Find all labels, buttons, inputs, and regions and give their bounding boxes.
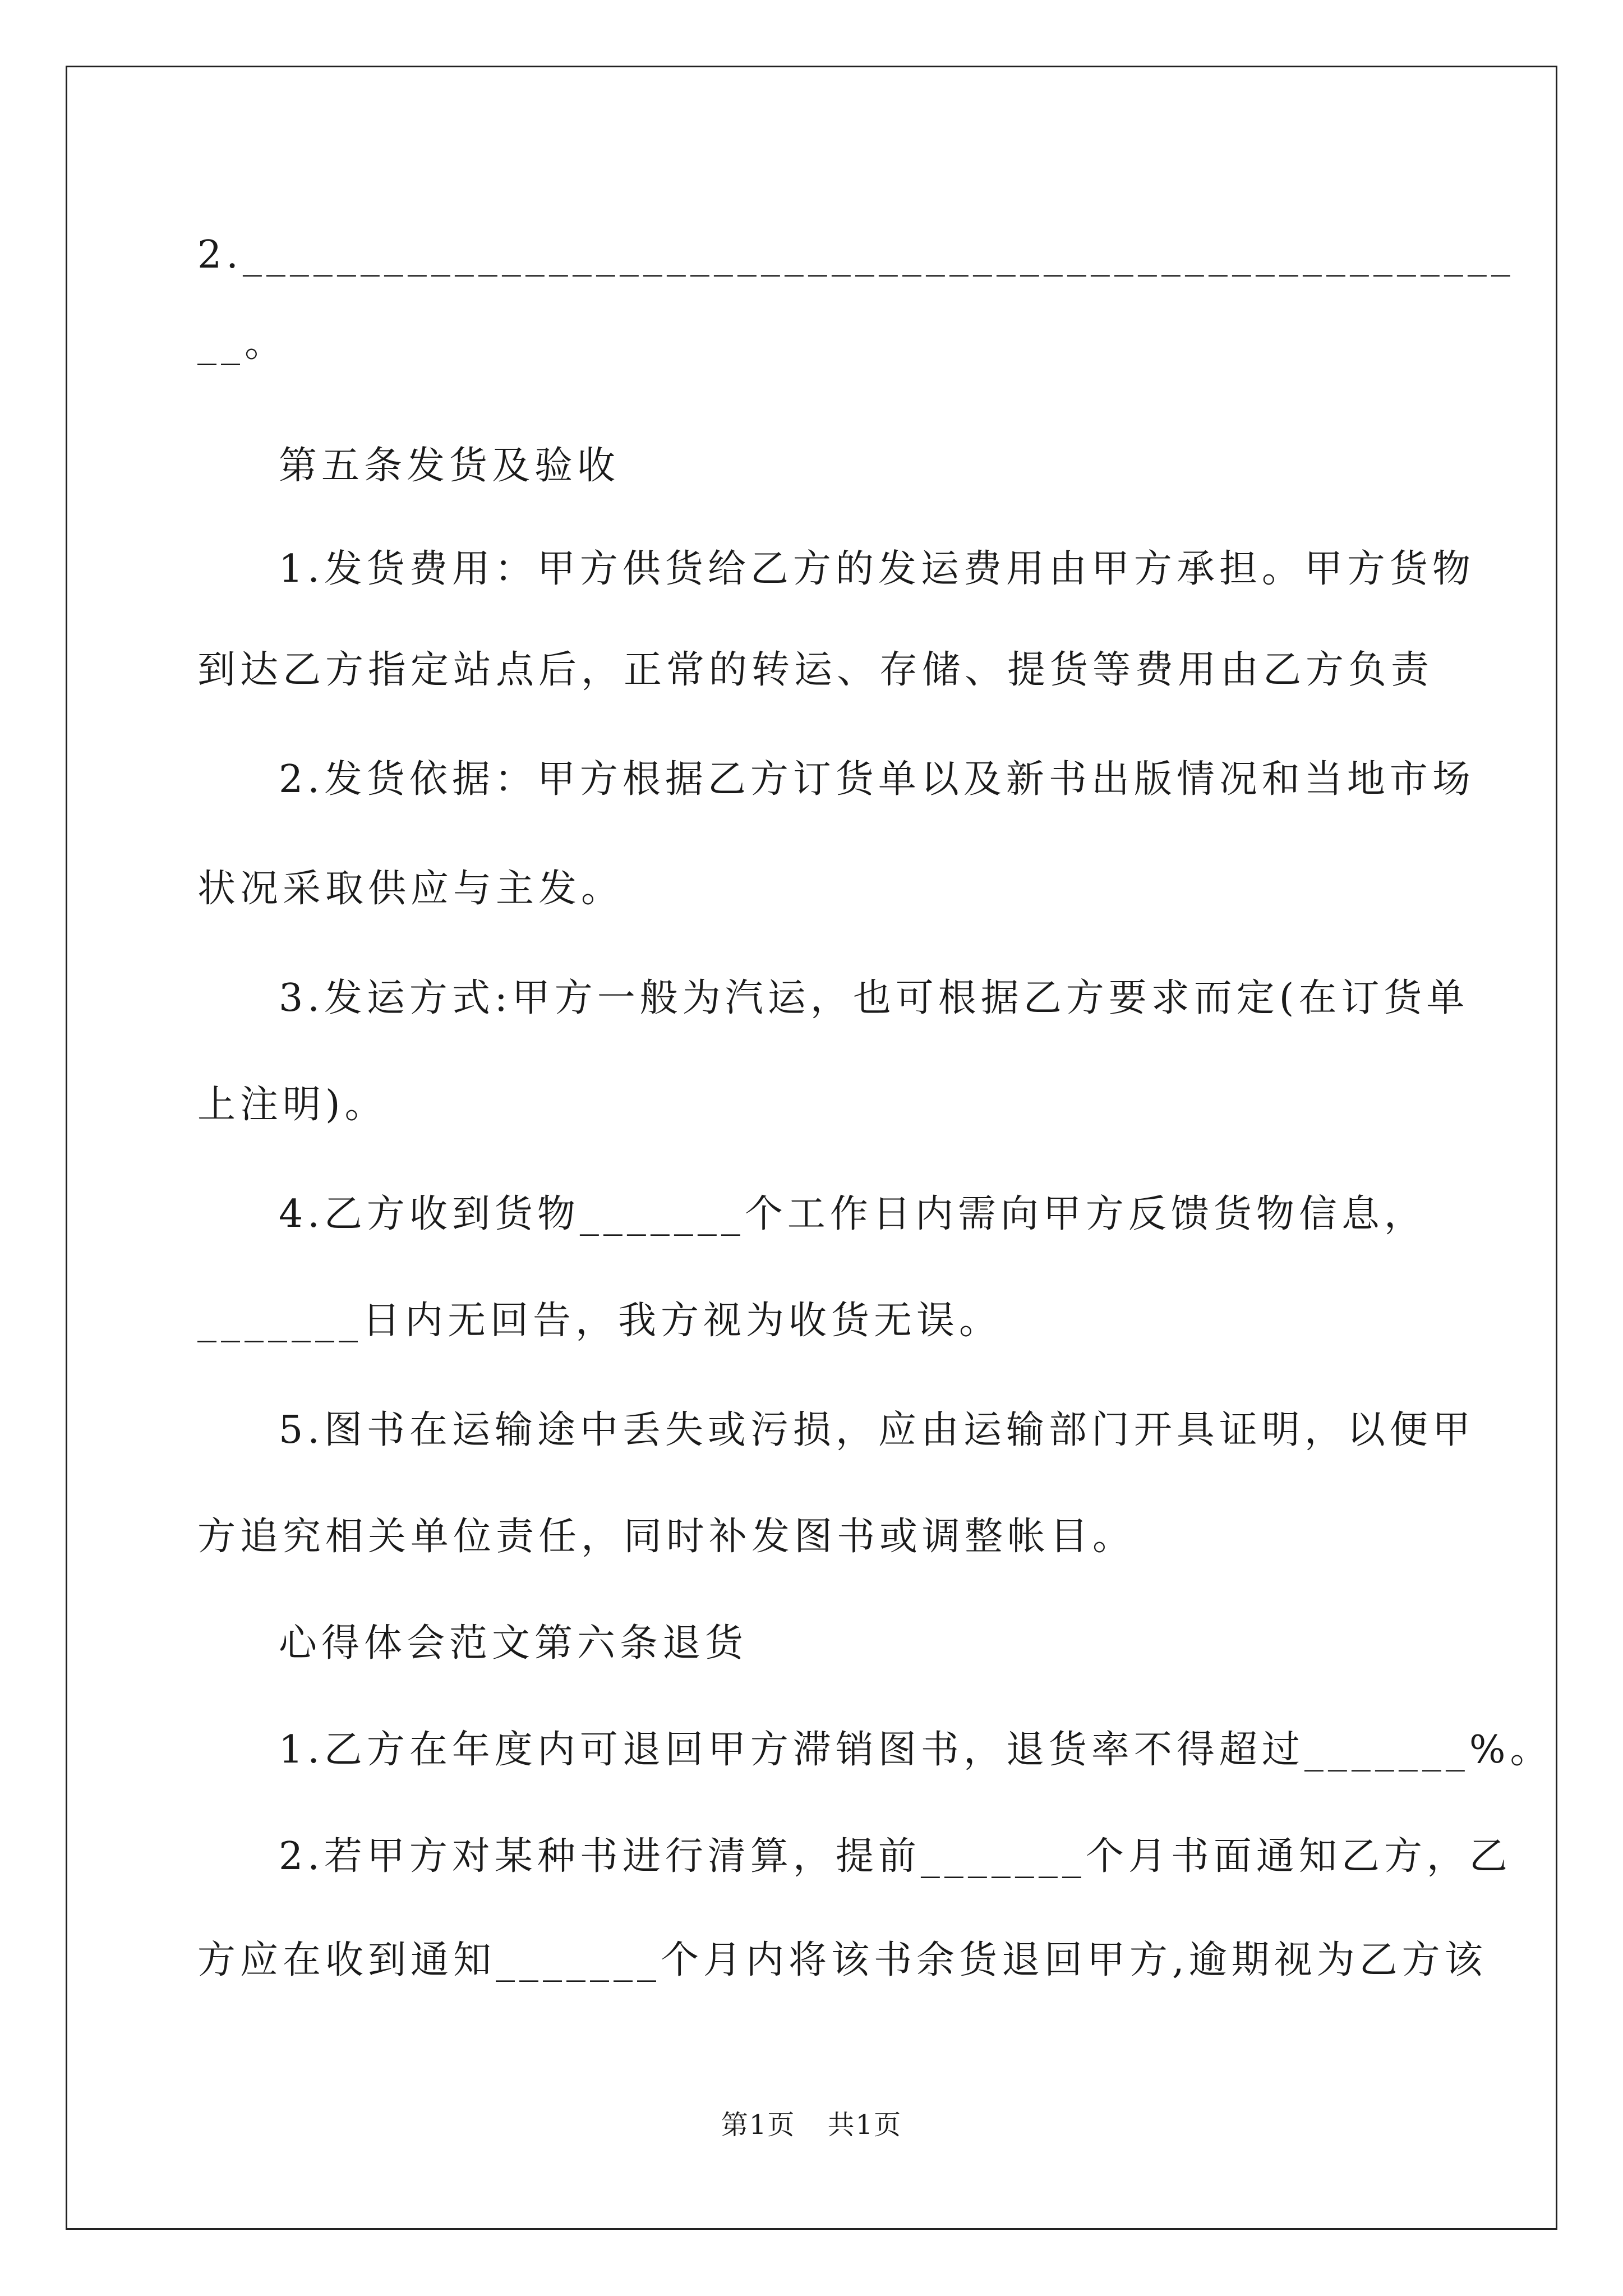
page-number: 第1页 xyxy=(721,2109,796,2141)
page-border xyxy=(66,66,1557,2230)
text-line: 4.乙方收到货物_______个工作日内需向甲方反馈货物信息， xyxy=(279,1192,1427,1236)
text-line: 2.若甲方对某种书进行清算，提前_______个月书面通知乙方，乙 xyxy=(279,1834,1512,1879)
text-line: _______日内无回告，我方视为收货无误。 xyxy=(197,1299,1002,1343)
text-line: 2.______________________________________________________ xyxy=(197,233,1515,277)
section-heading: 第五条发货及验收 xyxy=(279,444,620,488)
text-line: 3.发运方式:甲方一般为汽运，也可根据乙方要求而定(在订货单 xyxy=(279,976,1469,1020)
text-line: __。 xyxy=(197,321,288,366)
text-line: 1.发货费用：甲方供货给乙方的发运费用由甲方承担。甲方货物 xyxy=(279,547,1475,591)
text-line: 方应在收到通知_______个月内将该书余货退回甲方,逾期视为乙方该 xyxy=(197,1938,1487,1982)
section-heading: 心得体会范文第六条退货 xyxy=(279,1621,748,1665)
text-line: 2.发货依据：甲方根据乙方订货单以及新书出版情况和当地市场 xyxy=(279,757,1475,802)
text-line: 到达乙方指定站点后，正常的转运、存储、提货等费用由乙方负责 xyxy=(197,648,1434,692)
text-line: 上注明)。 xyxy=(197,1083,388,1127)
text-line: 1.乙方在年度内可退回甲方滞销图书，退货率不得超过_______%。 xyxy=(279,1728,1553,1772)
page-footer xyxy=(0,2108,1623,2142)
text-line: 5.图书在运输途中丢失或污损，应由运输部门开具证明，以便甲 xyxy=(279,1408,1475,1452)
page-total: 共1页 xyxy=(827,2109,902,2141)
text-line: 方追究相关单位责任，同时补发图书或调整帐目。 xyxy=(197,1515,1136,1559)
text-line: 状况采取供应与主发。 xyxy=(197,867,624,911)
